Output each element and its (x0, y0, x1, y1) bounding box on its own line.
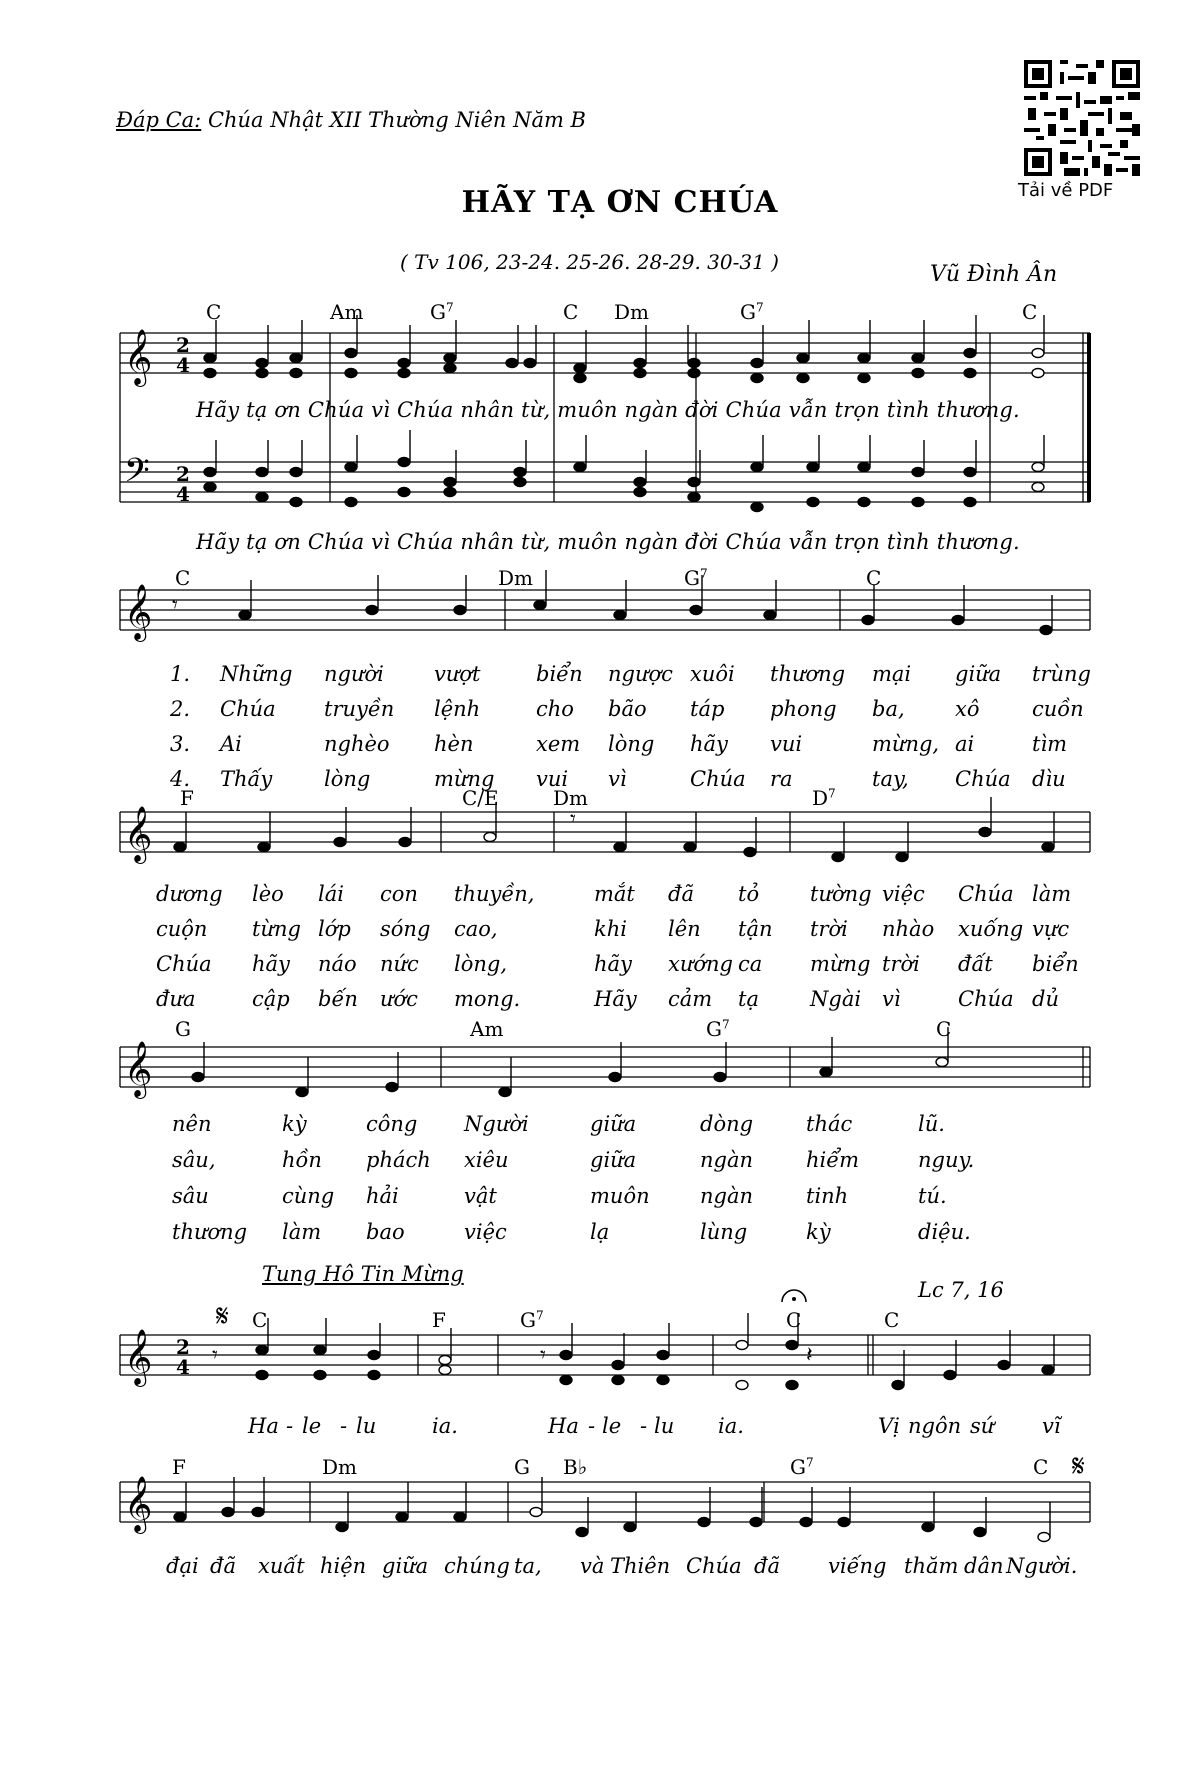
chord (706, 1017, 730, 1041)
chord: Am (330, 300, 364, 324)
lyric-word: xuôi (690, 662, 735, 686)
lyric-word: le (602, 1414, 622, 1438)
lyric-word: mong. (454, 987, 521, 1011)
lyric-word: làm (1032, 882, 1072, 906)
lyric-word: lệnh (434, 697, 481, 721)
chord (790, 1455, 814, 1479)
lyric-word: người (324, 662, 384, 686)
lyric-word: Người. (1006, 1554, 1078, 1578)
svg-text:𝄾: 𝄾 (570, 807, 576, 832)
lyric-word: lên (668, 917, 701, 941)
lyric-word: bến (318, 987, 358, 1011)
svg-text:4: 4 (176, 1355, 190, 1379)
svg-text:2: 2 (176, 1335, 190, 1359)
lyric-word: ta, (514, 1554, 542, 1578)
lyric-word: lòng, (454, 952, 508, 976)
lyric-word: Chúa (156, 952, 212, 976)
treble-clef-icon: 𝄞 (124, 584, 153, 640)
lyric-word: trùng (1032, 662, 1091, 686)
lyric-word: mừng (810, 952, 871, 976)
chord: C/E (462, 786, 499, 810)
treble-clef-icon: 𝄞 (124, 1476, 153, 1532)
lyric-word: cao, (454, 917, 498, 941)
lyric-word: ca (738, 952, 763, 976)
lyric-word: vật (464, 1184, 497, 1208)
lyric-word: đã (210, 1554, 236, 1578)
chord: Dm (322, 1455, 357, 1479)
lyric-word: ngôn (908, 1414, 962, 1438)
notes-verse (174, 570, 1054, 1097)
lyric-word: táp (690, 697, 725, 721)
chord-root: G (740, 300, 756, 324)
chord-extension: 7 (828, 786, 836, 801)
svg-text:𝄽: 𝄽 (806, 1343, 813, 1368)
lyric-word: đã (668, 882, 694, 906)
lyric-word: tìm (1032, 732, 1068, 756)
lyric-word: cùng (282, 1184, 335, 1208)
svg-text:4: 4 (176, 482, 190, 506)
chord-extension: 7 (755, 300, 764, 315)
lyric-word: và (580, 1554, 605, 1578)
lyric-word: - (286, 1414, 294, 1438)
lyric-word: tận (738, 917, 773, 941)
lyric-word: việc (464, 1220, 507, 1244)
lyric-word: Người (464, 1112, 529, 1136)
lyric-word: Ai (220, 732, 242, 756)
lyric-word: dìu (1032, 767, 1066, 791)
chord (740, 300, 764, 324)
lyric-word: xiêu (464, 1148, 509, 1172)
lyric-word: Ngài (810, 987, 862, 1011)
lyric-word: cuộn (156, 917, 208, 941)
lyric-word: xô (955, 697, 980, 721)
lyric-word: giữa (590, 1112, 637, 1136)
lyric-word: thương (172, 1220, 248, 1244)
lyric-word: giữa (955, 662, 1002, 686)
lyric-word: phong (770, 697, 837, 721)
lyric-word: dòng (700, 1112, 754, 1136)
treble-clef-icon: 𝄞 (124, 1329, 153, 1385)
chord: Dm (614, 300, 649, 324)
lyric-word: sóng (380, 917, 431, 941)
lyric-word: le (302, 1414, 322, 1438)
lyric-word: trời (882, 952, 920, 976)
bass-clef-icon: 𝄢 (124, 452, 150, 498)
lyric-word: viếng (828, 1554, 887, 1578)
lyric-word: nên (172, 1112, 212, 1136)
segno-icon: 𝄋 (216, 1299, 229, 1334)
lyric-word: ngàn (700, 1148, 754, 1172)
chord-extension: 7 (699, 566, 708, 581)
lyric-word: lạ (590, 1220, 610, 1244)
lyric-word: Ha (548, 1414, 579, 1438)
lyric-word: nức (380, 952, 419, 976)
lyric-word: Vị (878, 1414, 900, 1438)
chord-root: D (812, 786, 829, 810)
chord: F (172, 1455, 186, 1479)
lyric-word: ngàn (700, 1184, 754, 1208)
lyric-word: vực (1032, 917, 1070, 941)
chord-root: G (684, 566, 700, 590)
chord: C (563, 300, 579, 324)
lyric-word: Ha (248, 1414, 279, 1438)
chord: C (206, 300, 222, 324)
lyric-word: nguy. (918, 1148, 975, 1172)
lyric-word: nhào (882, 917, 935, 941)
lyric-word: lèo (252, 882, 284, 906)
treble-clef-icon: 𝄞 (124, 806, 153, 862)
lyric-word: Chúa (958, 987, 1014, 1011)
lyric-word: việc (882, 882, 925, 906)
lyric-word: làm (282, 1220, 322, 1244)
lyric-word: muôn (590, 1184, 650, 1208)
lyric-word: công (366, 1112, 418, 1136)
lyric-word: ra (770, 767, 793, 791)
composer-name: Vũ Đình Ân (930, 262, 1058, 287)
lyric-word: dủ (1032, 987, 1059, 1011)
lyric-word: lũ. (918, 1112, 945, 1136)
lyric-word: lu (654, 1414, 675, 1438)
lyric-word: Chúa (955, 767, 1011, 791)
svg-text:4: 4 (176, 353, 190, 377)
chord: C (936, 1017, 952, 1041)
lyric-word: Chúa (958, 882, 1014, 906)
lyric-word: vui (770, 732, 803, 756)
lyric-word: vì (608, 767, 627, 791)
lyric-word: thuyền, (454, 882, 535, 906)
lyric-word: 3. (170, 732, 191, 756)
chord: G (514, 1455, 530, 1479)
lyric-word: giữa (382, 1554, 429, 1578)
chord: Dm (553, 786, 588, 810)
lyric-word: xuống (958, 917, 1024, 941)
lyric-word: khi (594, 917, 627, 941)
chord: B♭ (563, 1455, 588, 1479)
chord: C (786, 1308, 802, 1332)
svg-text:𝄾: 𝄾 (172, 593, 178, 618)
lyric-word: ia. (718, 1414, 744, 1438)
lyric-word: xuất (258, 1554, 305, 1578)
lyric-word: sứ (970, 1414, 995, 1438)
lyric-word: đại (166, 1554, 199, 1578)
lyric-word: 4. (170, 767, 191, 791)
lyric-word: náo (318, 952, 357, 976)
lyric-word: Chúa (690, 767, 746, 791)
chord-root: G (706, 1017, 722, 1041)
lyric-word: từng (252, 917, 301, 941)
lyric-word: đất (958, 952, 993, 976)
refrain-lyrics-treble: Hãy tạ ơn Chúa vì Chúa nhân từ, muôn ngàn đời Chúa vẫn trọn tình thương. (196, 398, 1020, 422)
lyric-word: xướng (668, 952, 733, 976)
chord-extension: 7 (445, 300, 454, 315)
lyric-word: tường (810, 882, 872, 906)
chord: C (866, 566, 882, 590)
lyric-word: hiện (320, 1554, 367, 1578)
lyric-word: - (588, 1414, 596, 1438)
lyric-word: hải (366, 1184, 399, 1208)
lyric-word: biển (1032, 952, 1079, 976)
lyric-word: dân (964, 1554, 1004, 1578)
chord-root: G (430, 300, 446, 324)
lyric-word: đã (754, 1554, 780, 1578)
lyric-word: nghèo (324, 732, 390, 756)
lyric-word: ai (955, 732, 975, 756)
treble-clef-icon: 𝄞 (124, 329, 153, 385)
lyric-word: con (380, 882, 418, 906)
lyric-word: mại (872, 662, 912, 686)
lyric-word: trời (810, 917, 848, 941)
lyric-word: tú. (918, 1184, 947, 1208)
svg-text:2: 2 (176, 462, 190, 486)
header-label-rest: Chúa Nhật XII Thường Niên Năm B (201, 108, 586, 132)
lyric-word: bao (366, 1220, 405, 1244)
lyric-word: mừng, (872, 732, 940, 756)
chord (520, 1308, 544, 1332)
lyric-word: cuồn (1032, 697, 1084, 721)
lyric-word: tạ (738, 987, 759, 1011)
gospel-reference: Lc 7, 16 (918, 1278, 1004, 1302)
chord: Dm (498, 566, 533, 590)
lyric-word: dương (156, 882, 223, 906)
lyric-word: đưa (156, 987, 196, 1011)
lyric-word: vui (536, 767, 569, 791)
chord (684, 566, 708, 590)
lyric-word: kỳ (806, 1220, 831, 1244)
lyric-word: Thấy (220, 767, 273, 791)
chord-extension: 7 (535, 1308, 544, 1323)
lyric-word: 1. (170, 662, 191, 686)
chord: C (1033, 1455, 1049, 1479)
chord: G (175, 1017, 191, 1041)
chord: C (884, 1308, 900, 1332)
gospel-staff-2 (120, 1482, 1090, 1522)
lyric-word: thăm (904, 1554, 959, 1578)
lyric-word: hèn (434, 732, 474, 756)
lyric-word: tỏ (738, 882, 760, 906)
lyric-word: mắt (594, 882, 635, 906)
lyric-word: 2. (170, 697, 191, 721)
lyric-word: Chúa (220, 697, 276, 721)
lyric-word: lòng (608, 732, 655, 756)
lyric-word: thương (770, 662, 846, 686)
lyric-word: lu (356, 1414, 377, 1438)
refrain-lyrics-bass: Hãy tạ ơn Chúa vì Chúa nhân từ, muôn ngàn đời Chúa vẫn trọn tình thương. (196, 530, 1020, 554)
lyric-word: phách (366, 1148, 431, 1172)
song-title: HÃY TẠ ƠN CHÚA (461, 185, 779, 220)
lyric-word: hồn (282, 1148, 322, 1172)
lyric-word: xem (536, 732, 581, 756)
verse-staff-1 (120, 590, 1090, 630)
lyric-word: - (340, 1414, 348, 1438)
chord: C (1022, 300, 1038, 324)
lyric-word: sâu, (172, 1148, 216, 1172)
lyric-word: chúng (444, 1554, 510, 1578)
chord: C (175, 566, 191, 590)
lyric-word: cập (252, 987, 290, 1011)
lyric-word: lòng (324, 767, 371, 791)
chord-extension: 7 (805, 1455, 814, 1470)
lyric-word: ia. (432, 1414, 458, 1438)
lyric-word: Chúa (686, 1554, 742, 1578)
lyric-word: cảm (668, 987, 713, 1011)
lyric-word: lớp (318, 917, 351, 941)
lyric-word: diệu. (918, 1220, 971, 1244)
lyric-word: truyền (324, 697, 395, 721)
svg-text:𝄾: 𝄾 (540, 1343, 546, 1368)
chord-root: G (520, 1308, 536, 1332)
chord: Am (470, 1017, 504, 1041)
download-pdf-label[interactable]: Tải về PDF (1018, 180, 1114, 201)
lyric-word: Thiên (610, 1554, 671, 1578)
lyric-word: hãy (594, 952, 632, 976)
chord-root: G (790, 1455, 806, 1479)
lyric-word: vĩ (1042, 1414, 1061, 1438)
lyric-word: lái (318, 882, 344, 906)
lyric-word: vì (882, 987, 901, 1011)
header-label-prefix: Đáp Ca: (116, 108, 202, 132)
chord: C (252, 1308, 268, 1332)
gospel-staff-1 (120, 1335, 1090, 1375)
segno-icon: 𝄋 (1072, 1449, 1085, 1484)
chord: F (432, 1308, 446, 1332)
lyric-word: Hãy (594, 987, 637, 1011)
lyric-word: Những (220, 662, 293, 686)
chord: F (180, 786, 194, 810)
lyric-word: lùng (700, 1220, 748, 1244)
lyric-word: ước (380, 987, 418, 1011)
lyric-word: biển (536, 662, 583, 686)
lyric-word: ngược (608, 662, 673, 686)
lyric-word: tinh (806, 1184, 849, 1208)
lyric-word: vượt (434, 662, 481, 686)
lyric-word: bão (608, 697, 647, 721)
chord-extension: 7 (721, 1017, 730, 1032)
lyric-word: - (640, 1414, 648, 1438)
lyric-word: kỳ (282, 1112, 307, 1136)
lyric-word: ba, (872, 697, 905, 721)
lyric-word: hãy (252, 952, 290, 976)
lyric-word: hãy (690, 732, 728, 756)
lyric-word: cho (536, 697, 574, 721)
treble-clef-icon: 𝄞 (124, 1041, 153, 1097)
lyric-word: thác (806, 1112, 853, 1136)
svg-text:𝄾: 𝄾 (212, 1343, 218, 1368)
svg-text:2: 2 (176, 333, 190, 357)
chord (430, 300, 454, 324)
lyric-word: giữa (590, 1148, 637, 1172)
chord (812, 786, 836, 810)
section-title: Tung Hô Tin Mừng (262, 1262, 464, 1286)
psalm-reference: ( Tv 106, 23-24. 25-26. 28-29. 30-31 ) (400, 250, 779, 274)
lyric-word: tay, (872, 767, 909, 791)
verse-staff-3 (120, 1047, 1090, 1087)
lyric-word: hiểm (806, 1148, 860, 1172)
lyric-word: mừng (434, 767, 495, 791)
lyric-word: sâu (172, 1184, 209, 1208)
